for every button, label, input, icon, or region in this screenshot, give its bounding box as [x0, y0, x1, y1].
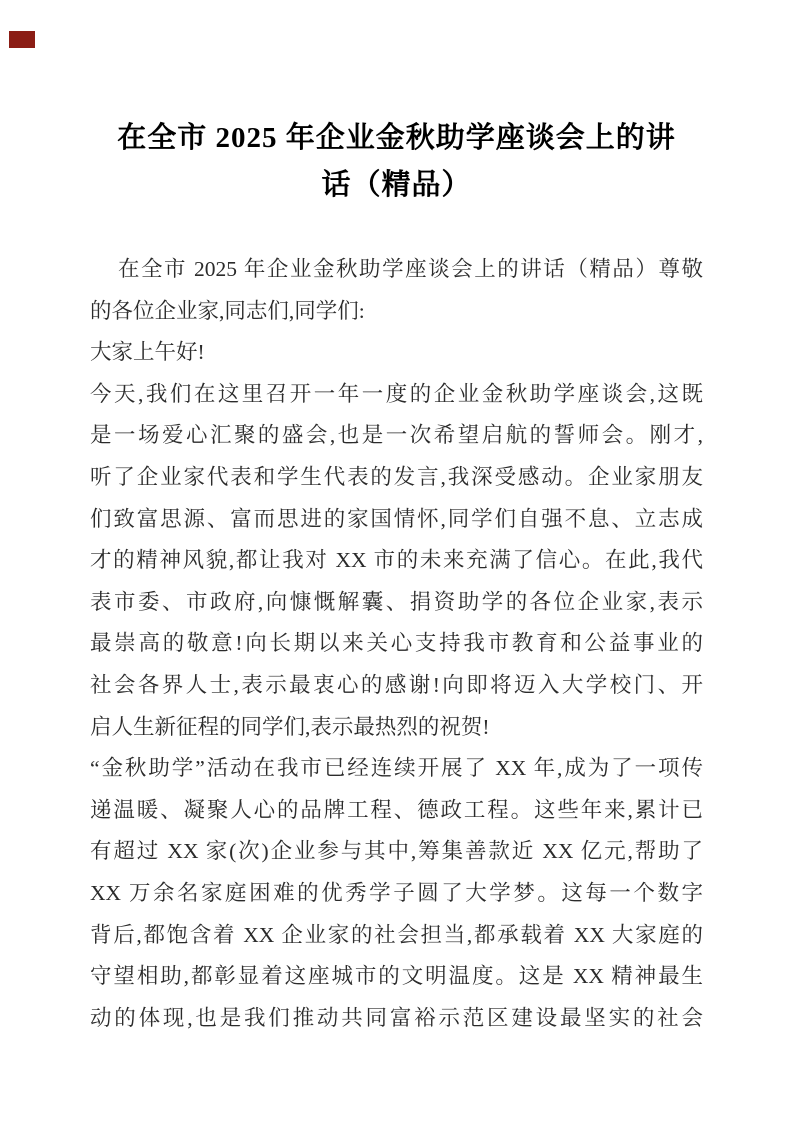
body-line: 今天,我们在这里召开一年一度的企业金秋助学座谈会,这既 — [90, 381, 703, 406]
publisher-logo-mark — [9, 31, 35, 48]
paragraph-program-history — [90, 748, 703, 1039]
document-title — [90, 0, 703, 209]
body-line: 有超过 XX 家(次)企业参与其中,筹集善款近 XX 亿元,帮助了 — [90, 839, 703, 864]
body-line: 表市委、市政府,向慷慨解囊、捐资助学的各位企业家,表示 — [90, 589, 703, 614]
body-line: 启人生新征程的同学们,表示最热烈的祝贺! — [90, 714, 490, 739]
body-line: 听了企业家代表和学生代表的发言,我深受感动。企业家朋友 — [90, 464, 703, 489]
body-line: 的各位企业家,同志们,同学们: — [90, 298, 365, 323]
body-line: 在全市 2025 年企业金秋助学座谈会上的讲话（精品）尊敬 — [118, 257, 703, 281]
body-line: 社会各界人士,表示最衷心的感谢!向即将迈入大学校门、开 — [90, 672, 703, 697]
body-line: 大家上午好! — [90, 340, 205, 365]
body-line: 最崇高的敬意!向长期以来关心支持我市教育和公益事业的 — [90, 631, 703, 656]
body-line: 守望相助,都彰显着这座城市的文明温度。这是 XX 精神最生 — [90, 964, 703, 989]
document-title-line: 在全市 2025 年企业金秋助学座谈会上的讲 — [117, 122, 676, 154]
body-line: “金秋助学”活动在我市已经连续开展了 XX 年,成为了一项传 — [90, 756, 703, 781]
paragraph-salutation — [90, 249, 703, 332]
body-line: 背后,都饱含着 XX 企业家的社会担当,都承载着 XX 大家庭的 — [90, 922, 703, 947]
body-line: 才的精神风貌,都让我对 XX 市的未来充满了信心。在此,我代 — [90, 548, 703, 573]
paragraph-greeting — [90, 332, 703, 374]
body-line: 是一场爱心汇聚的盛会,也是一次希望启航的誓师会。刚才, — [90, 423, 703, 448]
body-line: 们致富思源、富而思进的家国情怀,同学们自强不息、立志成 — [90, 506, 703, 531]
paragraph-opening — [90, 374, 703, 748]
document-body — [90, 249, 703, 1039]
body-line: XX 万余名家庭困难的优秀学子圆了大学梦。这每一个数字 — [90, 880, 703, 905]
document-title-line: 话（精品） — [321, 169, 472, 201]
body-line: 递温暖、凝聚人心的品牌工程、德政工程。这些年来,累计已 — [90, 797, 703, 822]
body-line: 动的体现,也是我们推动共同富裕示范区建设最坚实的社会 — [90, 1005, 703, 1030]
